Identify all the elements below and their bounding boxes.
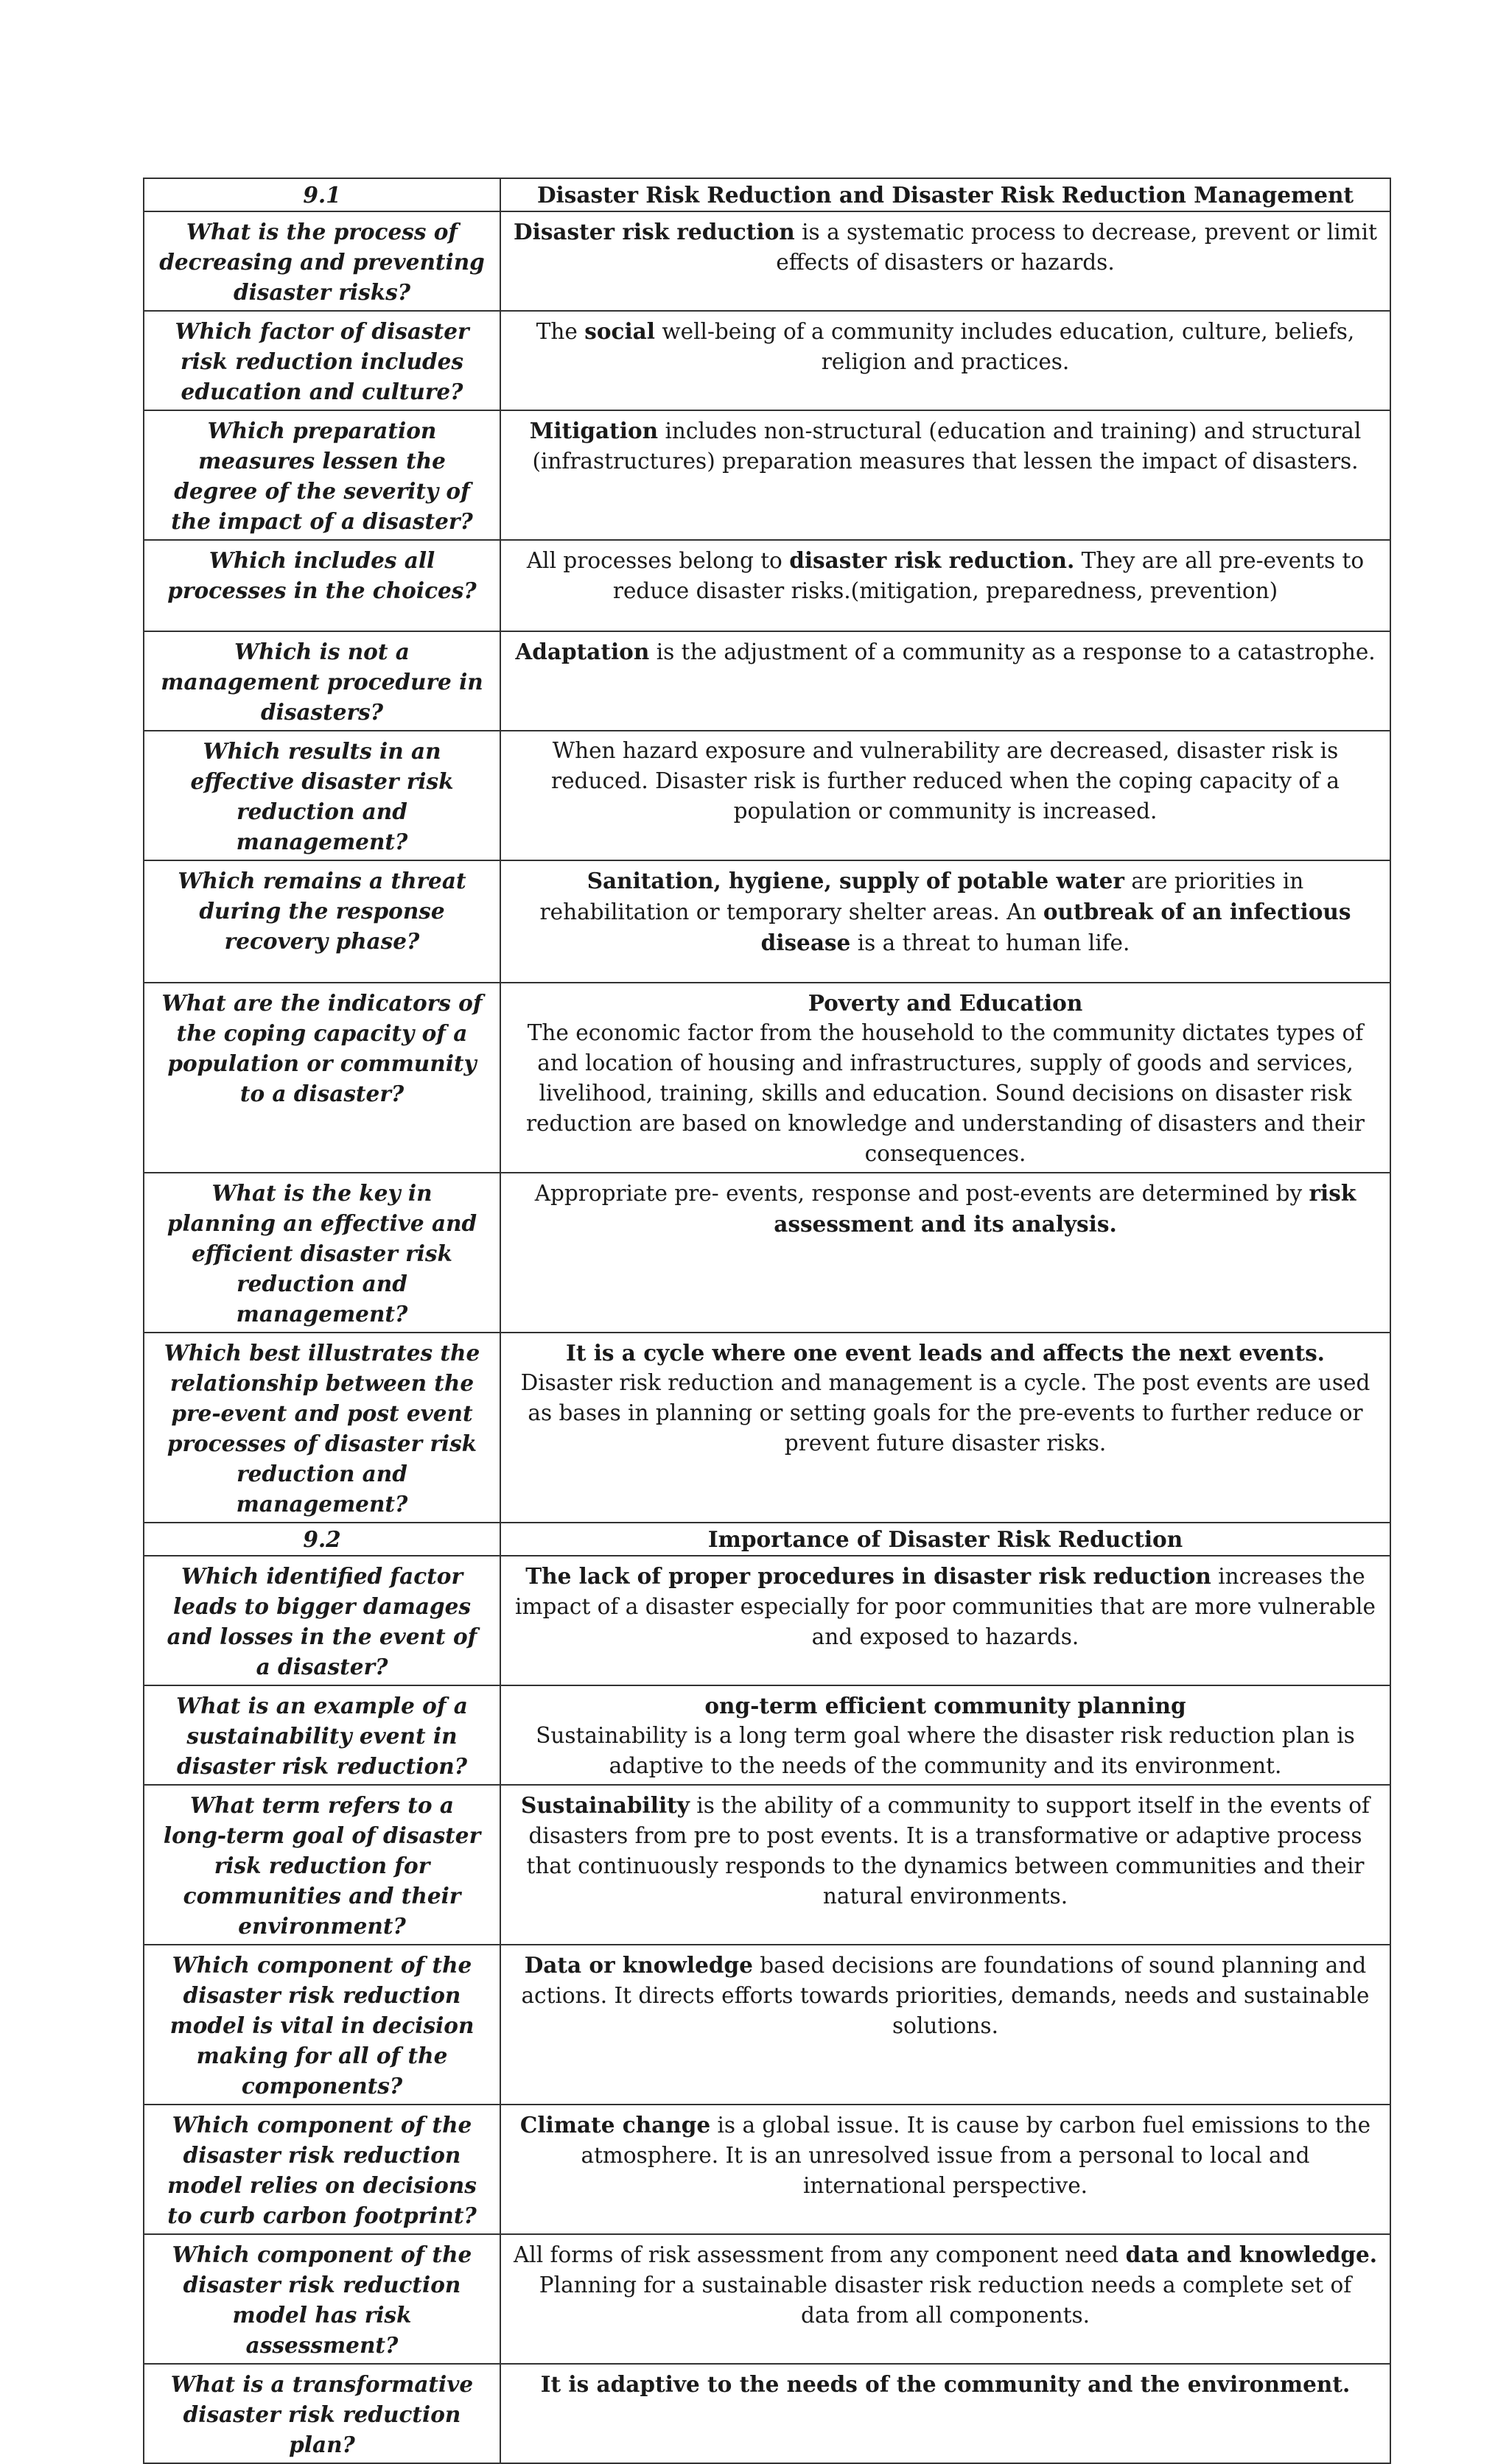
answer-text: They are all pre-events to reduce disaster risks.(mitigation, preparedness, prevention) (612, 548, 1365, 603)
answer-text: is a threat to human life. (850, 930, 1130, 955)
section-header-row (144, 1523, 1390, 1556)
question-cell: Which component of the disaster risk reduction model relies on decisions to curb carbon footprint? (144, 2105, 500, 2234)
answer-cell (500, 540, 1390, 631)
answer-emphasis: The lack of proper procedures in disaster risk reduction (525, 1563, 1211, 1589)
answer-emphasis: Data or knowledge (524, 1952, 753, 1978)
section-number: 9.2 (144, 1523, 500, 1556)
section-number: 9.1 (144, 178, 500, 211)
answer-cell (500, 1556, 1390, 1685)
answer-emphasis: data and knowledge. (1125, 2242, 1378, 2267)
section-title: Importance of Disaster Risk Reduction (500, 1523, 1390, 1556)
answer-cell (500, 410, 1390, 540)
answer-text: The economic factor from the household to the community dictates types of and location of housing and infrastructures, supply of goods and services, livelihood, training, skills and education. Sound decisions on disaster risk reduction are based on knowledge and understanding of disasters and their consequences. (525, 1020, 1365, 1166)
answer-text: based decisions are foundations of sound planning and actions. It directs efforts towards priorities, demands, needs and sustainable solutions. (521, 1953, 1370, 2038)
table-row (144, 2105, 1390, 2234)
question-cell: Which includes all processes in the choices? (144, 540, 500, 631)
question-cell: Which results in an effective disaster risk reduction and management? (144, 731, 500, 860)
answer-emphasis: It is adaptive to the needs of the community and the environment. (540, 2371, 1351, 2397)
answer-cell (500, 2105, 1390, 2234)
answer-text: is a global issue. It is cause by carbon fuel emissions to the atmosphere. It is an unresolved issue from a personal to local and international perspective. (581, 2113, 1371, 2198)
answer-emphasis: Climate change (519, 2112, 711, 2138)
answer-cell (500, 1785, 1390, 1945)
answer-cell (500, 311, 1390, 410)
answer-emphasis: Mitigation (529, 418, 659, 443)
question-cell: What are the indicators of the coping capacity of a population or community to a disaster? (144, 983, 500, 1173)
answer-cell (500, 1333, 1390, 1523)
table-row (144, 1556, 1390, 1685)
table-row (144, 311, 1390, 410)
answer-cell (500, 1945, 1390, 2105)
answer-text: The (536, 319, 585, 344)
question-cell: Which component of the disaster risk reduction model has risk assessment? (144, 2234, 500, 2364)
answer-emphasis: Disaster risk reduction (514, 219, 795, 245)
question-cell: What is the key in planning an effective and efficient disaster risk reduction and management? (144, 1173, 500, 1333)
section-header-row (144, 178, 1390, 211)
question-cell: What is a transformative disaster risk reduction plan? (144, 2364, 500, 2463)
answer-cell (500, 983, 1390, 1173)
table-row (144, 1173, 1390, 1333)
answer-emphasis: Sustainability (521, 1792, 690, 1818)
answer-cell (500, 731, 1390, 860)
answer-heading: It is a cycle where one event leads and affects the next events. (566, 1340, 1325, 1366)
question-cell: What term refers to a long-term goal of disaster risk reduction for communities and their environment? (144, 1785, 500, 1945)
table-row (144, 1945, 1390, 2105)
question-cell: What is the process of decreasing and preventing disaster risks? (144, 211, 500, 311)
answer-emphasis: outbreak of an infectious disease (760, 899, 1351, 955)
question-cell: Which identified factor leads to bigger damages and losses in the event of a disaster? (144, 1556, 500, 1685)
table-row (144, 211, 1390, 311)
answer-cell (500, 1685, 1390, 1785)
answer-heading: ong-term efficient community planning (704, 1693, 1186, 1719)
section-title: Disaster Risk Reduction and Disaster Risk Reduction Management (500, 178, 1390, 211)
table-row (144, 731, 1390, 860)
answer-cell (500, 1173, 1390, 1333)
answer-cell (500, 631, 1390, 731)
table-row (144, 983, 1390, 1173)
answer-heading: Poverty and Education (808, 990, 1083, 1016)
answer-text: Planning for a sustainable disaster risk reduction needs a complete set of data from all components. (539, 2272, 1352, 2328)
table-row (144, 410, 1390, 540)
answer-text: All processes belong to (526, 548, 790, 573)
table-row (144, 540, 1390, 631)
table-row (144, 860, 1390, 983)
table-row (144, 1785, 1390, 1945)
answer-text: Appropriate pre- events, response and post-events are determined by (534, 1181, 1309, 1206)
answer-text: is a systematic process to decrease, prevent or limit effects of disasters or hazards. (776, 220, 1377, 275)
answer-cell (500, 211, 1390, 311)
question-cell: Which preparation measures lessen the degree of the severity of the impact of a disaster? (144, 410, 500, 540)
answer-emphasis: Adaptation (515, 639, 650, 664)
answer-text: increases the impact of a disaster especially for poor communities that are more vulnerable and exposed to hazards. (515, 1564, 1376, 1649)
answer-text: includes non-structural (education and training) and structural (infrastructures) preparation measures that lessen the impact of disasters. (532, 418, 1362, 474)
table-row (144, 1685, 1390, 1785)
answer-cell (500, 860, 1390, 983)
table-row (144, 1333, 1390, 1523)
answer-text: Disaster risk reduction and management is a cycle. The post events are used as bases in planning or setting goals for the pre-events to further reduce or prevent future disaster risks. (520, 1370, 1370, 1456)
question-cell: Which is not a management procedure in disasters? (144, 631, 500, 731)
answer-emphasis: disaster risk reduction. (789, 547, 1075, 573)
answer-emphasis: risk assessment and its analysis. (774, 1180, 1356, 1237)
answer-cell (500, 2364, 1390, 2463)
question-cell: Which factor of disaster risk reduction includes education and culture? (144, 311, 500, 410)
table-row (144, 2364, 1390, 2463)
answer-text: is the adjustment of a community as a response to a catastrophe. (649, 639, 1376, 664)
question-cell: Which component of the disaster risk reduction model is vital in decision making for all of the components? (144, 1945, 500, 2105)
answer-text: Sustainability is a long term goal where the disaster risk reduction plan is adaptive to the needs of the community and its environment. (536, 1723, 1355, 1778)
question-cell: What is an example of a sustainability event in disaster risk reduction? (144, 1685, 500, 1785)
answer-emphasis: Sanitation, hygiene, supply of potable water (587, 868, 1124, 894)
answer-text: is the ability of a community to support itself in the events of disasters from pre to post events. It is a transformative or adaptive process that continuously responds to the dynamics between communities and their natural environments. (526, 1793, 1370, 1909)
answer-text: When hazard exposure and vulnerability are decreased, disaster risk is reduced. Disaster risk is further reduced when the coping capacity of a population or community is increased. (551, 738, 1340, 824)
question-cell: Which remains a threat during the response recovery phase? (144, 860, 500, 983)
answer-text: well-being of a community includes education, culture, beliefs, religion and practices. (655, 319, 1355, 374)
table-row (144, 631, 1390, 731)
disaster-risk-reduction-table (143, 178, 1391, 2464)
answer-text: are priorities in rehabilitation or temporary shelter areas. An (539, 868, 1304, 924)
table-row (144, 2234, 1390, 2364)
answer-cell (500, 2234, 1390, 2364)
answer-emphasis: social (584, 318, 655, 344)
question-cell: Which best illustrates the relationship between the pre-event and post event processes of disaster risk reduction and management? (144, 1333, 500, 1523)
answer-text: All forms of risk assessment from any component need (513, 2242, 1126, 2267)
